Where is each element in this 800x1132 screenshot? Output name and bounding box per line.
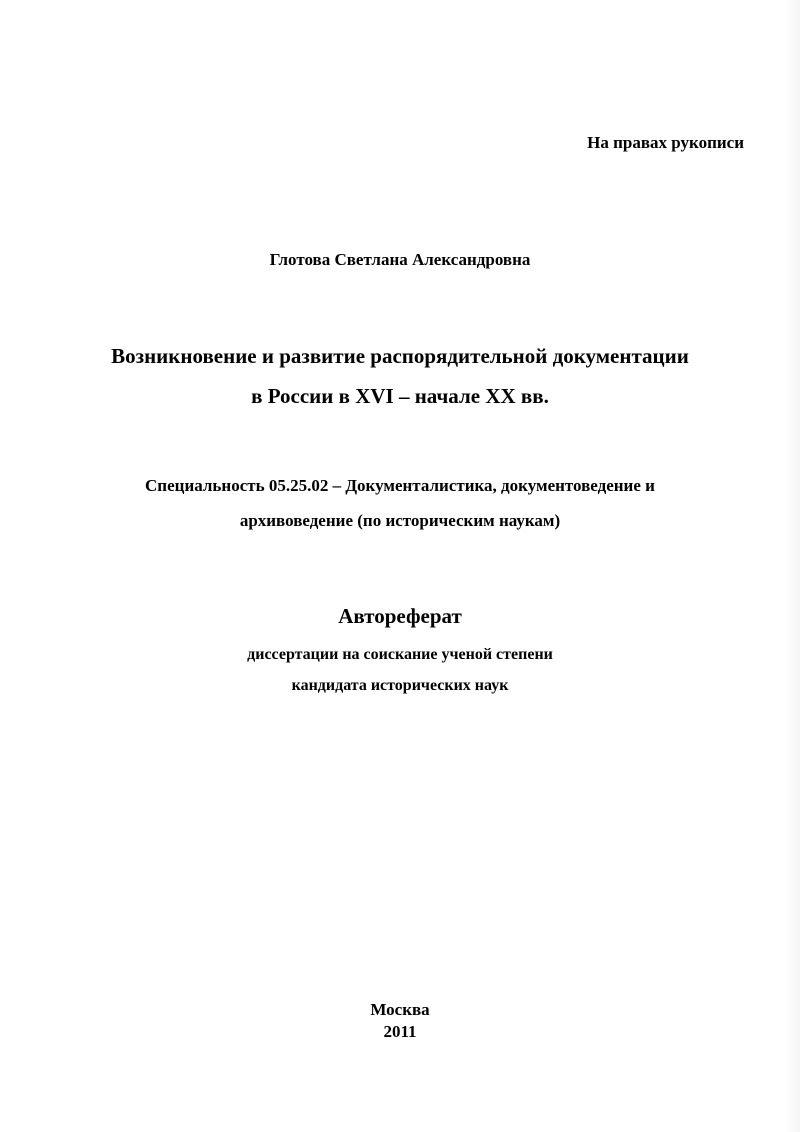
- work-type: Автореферат: [338, 604, 462, 628]
- description-line-1: диссертации на соискание ученой степени: [247, 646, 553, 663]
- specialty-line-1: Специальность 05.25.02 – Документалистика, документоведение и: [145, 476, 655, 495]
- description-line-2: кандидата исторических наук: [291, 677, 509, 694]
- manuscript-notice: На правах рукописи: [587, 133, 744, 152]
- scan-edge-shadow: [786, 0, 800, 1132]
- title-line-1: Возникновение и развитие распорядительной документации: [111, 344, 689, 368]
- title-line-2: в России в XVI – начале XX вв.: [251, 384, 549, 408]
- publication-year: 2011: [383, 1022, 417, 1041]
- specialty-line-2: архивоведение (по историческим наукам): [239, 511, 561, 530]
- author-name: Глотова Светлана Александровна: [269, 250, 531, 269]
- publication-city: Москва: [370, 1000, 430, 1019]
